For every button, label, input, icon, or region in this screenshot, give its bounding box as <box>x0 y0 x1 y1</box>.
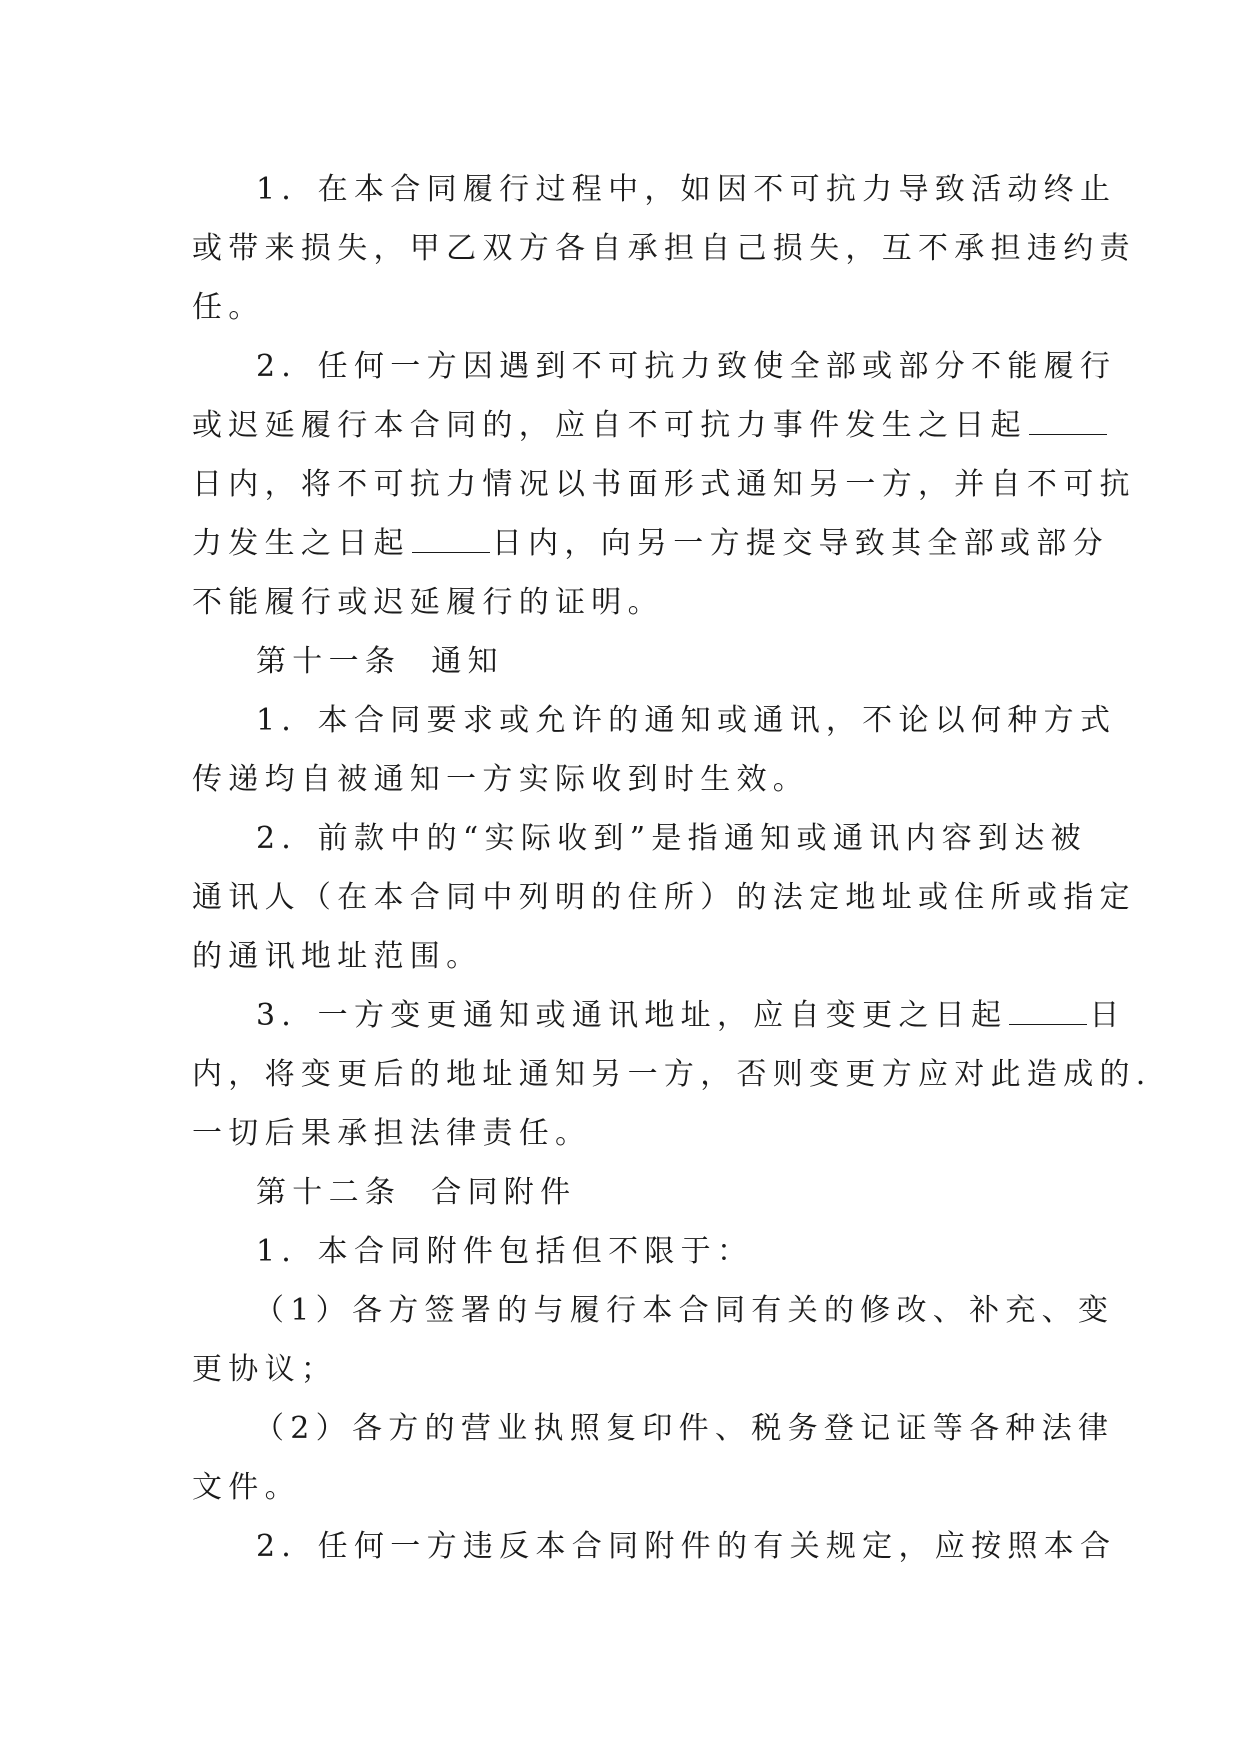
text-span: 更协议； <box>192 1352 338 1387</box>
text-span: （2）各方的营业执照复印件、税务登记证等各种法律 <box>254 1411 1115 1446</box>
clause-number: 第十二条 <box>256 1175 402 1210</box>
text-span: 传递均自被通知一方实际收到时生效。 <box>192 762 810 797</box>
clause-10-item-2-line-5 <box>192 573 1052 632</box>
clause-10-item-1-line-1 <box>192 160 1117 219</box>
clause-11-item-3-line-2 <box>192 1045 1152 1104</box>
text-span: 或带来损失，甲乙双方各自承担自己损失，互不承担违约责 <box>192 231 1136 266</box>
text-span: 2．任何一方因遇到不可抗力致使全部或部分不能履行 <box>256 349 1117 384</box>
clause-10-item-2-line-1 <box>192 337 1117 396</box>
fill-in-blank <box>1009 1002 1087 1025</box>
text-span: 1．在本合同履行过程中，如因不可抗力导致活动终止 <box>256 172 1117 207</box>
text-span: 不能履行或迟延履行的证明。 <box>192 585 664 620</box>
clause-10-item-2-line-2 <box>192 396 1052 455</box>
clause-12-heading <box>192 1163 1052 1222</box>
fill-in-blank <box>412 530 490 553</box>
clause-11-item-1-line-1 <box>192 691 1117 750</box>
text-span: 2．任何一方违反本合同附件的有关规定，应按照本合 <box>256 1529 1117 1564</box>
text-span: 内，将变更后的地址通知另一方，否则变更方应对此造成的. <box>192 1057 1152 1092</box>
clause-11-item-3-line-3 <box>192 1104 1052 1163</box>
text-span: 文件。 <box>192 1470 301 1505</box>
clause-number: 第十一条 <box>256 644 402 679</box>
text-span: 1．本合同附件包括但不限于： <box>256 1234 754 1269</box>
clause-12-subitem-1-line-1 <box>192 1281 1115 1340</box>
text-span: 3．一方变更通知或通讯地址，应自变更之日起 <box>256 998 1008 1033</box>
clause-12-subitem-2-line-1 <box>192 1399 1115 1458</box>
clause-10-item-2-line-3 <box>192 455 1136 514</box>
clause-11-item-3-line-1 <box>192 986 1126 1045</box>
clause-10-item-1-line-3 <box>192 278 1052 337</box>
fill-in-blank <box>1029 412 1107 435</box>
clause-12-subitem-1-line-2 <box>192 1340 1052 1399</box>
clause-11-item-2-line-2 <box>192 868 1136 927</box>
clause-title: 合同附件 <box>431 1175 577 1210</box>
text-span: 力发生之日起 <box>192 526 410 561</box>
clause-10-item-2-line-4 <box>192 514 1109 573</box>
clause-12-item-2-line-1 <box>192 1517 1117 1576</box>
document-body <box>192 160 1152 1576</box>
clause-title: 通知 <box>431 644 504 679</box>
clause-10-item-1-line-2 <box>192 219 1136 278</box>
clause-12-subitem-2-line-2 <box>192 1458 1052 1517</box>
text-span: 任。 <box>192 290 265 325</box>
text-span: 1．本合同要求或允许的通知或通讯，不论以何种方式 <box>256 703 1117 738</box>
clause-11-item-1-line-2 <box>192 750 1052 809</box>
text-span: 日内，向另一方提交导致其全部或部分 <box>491 526 1109 561</box>
clause-11-item-2-line-1 <box>192 809 1087 868</box>
text-span: （1）各方签署的与履行本合同有关的修改、补充、变 <box>254 1293 1115 1328</box>
text-span: 一切后果承担法律责任。 <box>192 1116 592 1151</box>
text-span: 日内，将不可抗力情况以书面形式通知另一方，并自不可抗 <box>192 467 1136 502</box>
clause-11-heading <box>192 632 1052 691</box>
text-span: 日 <box>1089 998 1126 1033</box>
clause-11-item-2-line-3 <box>192 927 1052 986</box>
text-span: 的通讯地址范围。 <box>192 939 483 974</box>
text-span: 2．前款中的“实际收到”是指通知或通讯内容到达被 <box>256 821 1087 856</box>
text-span: 或迟延履行本合同的，应自不可抗力事件发生之日起 <box>192 408 1027 443</box>
text-span: 通讯人（在本合同中列明的住所）的法定地址或住所或指定 <box>192 880 1136 915</box>
clause-12-item-1-line-1 <box>192 1222 1052 1281</box>
